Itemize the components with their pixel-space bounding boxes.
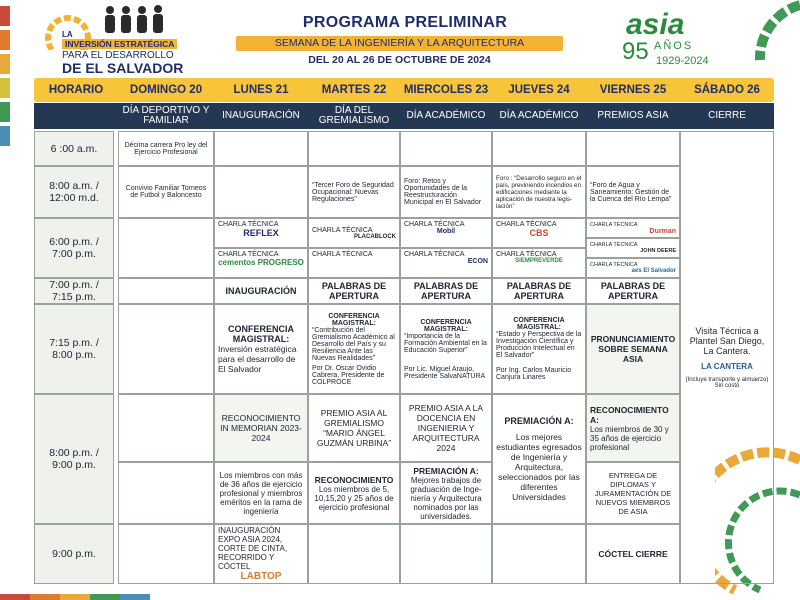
empty-cell — [586, 131, 680, 166]
time-slot: 8:00 a.m. / 12:00 m.d. — [34, 166, 114, 218]
logo-line-4: DE EL SALVADOR — [62, 60, 184, 76]
conf-title: CONFERENCIA MAGISTRAL: — [227, 324, 294, 344]
asia-number: 95 — [622, 38, 649, 65]
mon-inauguracion: INAUGURACIÓN — [214, 278, 308, 304]
empty-cell — [492, 131, 586, 166]
tue-apertura: PALABRAS DE APERTURA — [308, 278, 400, 304]
asia-brand: asia — [626, 8, 685, 41]
wed-apertura: PALABRAS DE APERTURA — [400, 278, 492, 304]
prem-body: Mejores trabajos de graduación de Inge- niería y Arquitectura nominados por las universidades. — [410, 475, 482, 521]
time-slot: 9:00 p.m. — [34, 524, 114, 584]
conf-title: CONFERENCIA MAGISTRAL: — [328, 312, 380, 327]
rec-title: RECONOCIMIENTO — [314, 474, 394, 485]
tue-foro: “Tercer Foro de Seguridad Ocupacional: Nuevas Regulaciones” — [308, 166, 400, 218]
sponsor-logo: CBS — [529, 228, 549, 238]
sponsor-logo: ECON — [467, 258, 488, 265]
sponsor-logo: Durman — [649, 227, 676, 235]
charla-label: CHARLA TÉCNICA — [312, 226, 373, 234]
event-dates: DEL 20 AL 26 DE OCTUBRE DE 2024 — [308, 54, 491, 66]
fri-charla-3 — [586, 258, 680, 278]
theme-miercoles: DÍA ACADÉMICO — [406, 110, 486, 121]
conf-speaker: Por Ing. Carlos Mauricio Canjura Linares — [496, 367, 572, 381]
theme-jueves: DÍA ACADÉMICO — [499, 110, 579, 121]
logo-line-1: LA — [62, 30, 73, 39]
conf-body: “Estado y Perspectiva de la Investigación Científica y Producción Intelectual en El Salvador” — [496, 331, 582, 359]
sponsor-logo: LABTOP — [240, 571, 282, 582]
day-viernes: VIERNES 25 — [599, 84, 667, 96]
sponsor-logo: SIEMPREVERDE — [515, 258, 563, 264]
decor-bar — [0, 594, 150, 600]
tue-charla-2 — [308, 248, 400, 278]
sponsor-logo: LA CANTERA — [701, 362, 753, 371]
mon-conferencia — [214, 304, 308, 394]
wed-charla-2 — [400, 248, 492, 278]
fri-reconocimiento — [586, 394, 680, 462]
theme-sabado: CIERRE — [708, 110, 746, 121]
mon-charla-2 — [214, 248, 308, 278]
fri-diplomas: ENTREGA DE DIPLOMAS Y JURAMENTACIÓN DE NUEVOS MIEMBROS DE ASIA — [586, 462, 680, 524]
charla-label: CHARLA TÉCNICA — [496, 221, 557, 228]
logo-line-3: PARA EL DESARROLLO — [62, 50, 174, 61]
mon-charla-1 — [214, 218, 308, 248]
time-slot: 6 :00 a.m. — [34, 131, 114, 166]
tue-charla-1 — [308, 218, 400, 248]
conf-title: CONFERENCIA MAGISTRAL: — [420, 318, 472, 333]
sponsor-logo: aes El Salvador — [631, 268, 676, 274]
rec-title: RECONOCIMIENTO A: — [590, 404, 669, 425]
page-subtitle: SEMANA DE LA INGENIERÍA Y LA ARQUITECTURA — [236, 36, 563, 51]
time-slot: 7:15 p.m. / 8:00 p.m. — [34, 304, 114, 394]
wed-foro: Foro: Retos y Oportunidades de la Reestructuración Municipal en El Salvador — [400, 166, 492, 218]
conf-speaker: Por Dr. Oscar Ovidio Cabrera, Presidente de COLPROCE — [312, 364, 385, 386]
empty-cell — [308, 131, 400, 166]
empty-cell — [492, 524, 586, 584]
empty-cell — [214, 166, 308, 218]
charla-label: CHARLA TÉCNICA — [404, 221, 465, 228]
fri-foro: “Foro de Agua y Saneamiento: Gestión de la Cuenca del Río Lempa” — [586, 166, 680, 218]
asia-years: AÑOS — [654, 40, 694, 52]
thu-conferencia — [492, 304, 586, 394]
conf-body: “Contribución del Gremialismo Académico al Desarrollo del País y su Resiliencia Ante las Nuevas Realidades” — [312, 326, 395, 362]
empty-cell — [118, 462, 214, 524]
wed-premiacion — [400, 462, 492, 524]
day-martes: MARTES 22 — [321, 84, 387, 96]
thu-foro: Foro : “Desarrollo seguro en el país, previniendo incendios en edificaciones mediante la aplicación de nuestra legis- lación” — [492, 166, 586, 218]
sponsor-logo: PLACABLOCK — [354, 233, 396, 240]
tue-premio: PREMIO ASIA AL GREMIALISMO “MARIO ÁNGEL GUZMÁN URBINA” — [308, 394, 400, 462]
charla-label: CHARLA TÉCNICA — [312, 251, 373, 258]
conf-title: CONFERENCIA MAGISTRAL: — [513, 317, 565, 331]
theme-domingo: DÍA DEPORTIVO Y FAMILIAR — [122, 105, 210, 126]
fri-coctel: CÓCTEL CIERRE — [586, 524, 680, 584]
conf-body: “Importancia de la Formación Ambiental en la Educación Superior” — [404, 332, 487, 354]
sat-visita — [680, 131, 774, 584]
day-lunes: LUNES 21 — [233, 84, 289, 96]
charla-label: CHARLA TÉCNICA — [218, 251, 279, 258]
wed-premio: PREMIO ASIA A LA DOCENCIA EN INGENIERIA Y ARQUITECTURA 2024 — [400, 394, 492, 462]
rec-body: Los miembros de 5, 10,15,20 y 25 años de ejercicio profesional — [314, 484, 394, 512]
empty-cell — [118, 304, 214, 394]
conf-speaker: Por Lic. Miguel Araujo, Presidente SalvaNATURA — [404, 365, 486, 380]
sponsor-logo: cementos PROGRESO — [218, 258, 304, 267]
prem-body: Los mejores estudiantes egresados de Ingeniería y Arquitectura, seleccionados por las diferentes Universidades — [496, 432, 582, 502]
people-icon — [100, 4, 172, 34]
empty-cell — [118, 394, 214, 462]
conf-body: Inversión estratégica para el desarrollo de El Salvador — [218, 344, 297, 374]
side-tab — [0, 30, 10, 50]
thu-apertura: PALABRAS DE APERTURA — [492, 278, 586, 304]
asia-range: 1929-2024 — [656, 55, 709, 67]
tue-reconocimiento — [308, 462, 400, 524]
sponsor-logo: Mobil — [436, 228, 456, 235]
time-slot: 6:00 p.m. / 7:00 p.m. — [34, 218, 114, 278]
fri-apertura: PALABRAS DE APERTURA — [586, 278, 680, 304]
side-tab — [0, 78, 10, 98]
logo-line-2: INVERSIÓN ESTRATÉGICA — [62, 39, 177, 49]
prem-title: PREMIACIÓN A: — [504, 416, 574, 426]
side-tab — [0, 54, 10, 74]
charla-label: CHARLA TÉCNICA — [590, 242, 638, 248]
side-tab — [0, 126, 10, 146]
mon-reconocimiento: RECONOCIMIENTO IN MEMORIAN 2023-2024 — [214, 394, 308, 462]
empty-cell — [118, 278, 214, 304]
sun-race: Décima carrera Pro ley del Ejercicio Profesional — [118, 131, 214, 166]
theme-viernes: PREMIOS ASIA — [597, 110, 669, 121]
mon-expo — [214, 524, 308, 584]
decor-arc-top — [740, 0, 800, 80]
theme-lunes: INAUGURACIÓN — [222, 110, 300, 121]
charla-label: CHARLA TÉCNICA — [590, 221, 638, 228]
fri-charla-2 — [586, 238, 680, 258]
day-horario: HORARIO — [48, 84, 104, 96]
visit-text: Visita Técnica a Plantel San Diego, La Cantera. — [689, 326, 765, 356]
empty-cell — [308, 524, 400, 584]
charla-label: CHARLA TÉCNICA — [404, 251, 465, 258]
wed-conferencia — [400, 304, 492, 394]
page-title: PROGRAMA PRELIMINAR — [302, 14, 508, 31]
prem-title: PREMIACIÓN A: — [413, 465, 479, 476]
empty-cell — [214, 131, 308, 166]
charla-label: CHARLA TÉCNICA — [590, 262, 638, 268]
time-slot: 7:00 p.m. / 7:15 p.m. — [34, 278, 114, 304]
empty-cell — [118, 218, 214, 278]
day-domingo: DOMINGO 20 — [129, 84, 203, 96]
time-slot: 8:00 p.m. / 9:00 p.m. — [34, 394, 114, 524]
thu-charla-2 — [492, 248, 586, 278]
empty-cell — [400, 131, 492, 166]
theme-martes: DÍA DEL GREMIALISMO — [318, 105, 390, 126]
day-jueves: JUEVES 24 — [508, 84, 570, 96]
sponsor-logo: REFLEX — [243, 228, 279, 238]
visit-note: (Incluye transporte y almuerzo) Sin costo — [685, 377, 769, 389]
day-sabado: SÁBADO 26 — [694, 84, 760, 96]
sponsor-logo: JOHN DEERE — [640, 248, 676, 254]
empty-cell — [400, 524, 492, 584]
empty-cell — [118, 524, 214, 584]
thu-charla-1 — [492, 218, 586, 248]
tue-conferencia — [308, 304, 400, 394]
expo-text: INAUGURACIÓN EXPO ASIA 2024, CORTE DE CINTA, RECORRIDO Y CÓCTEL — [218, 526, 288, 571]
rec-body: Los miembros de 30 y 35 años de ejercicio profesional — [590, 424, 669, 452]
day-miercoles: MIERCOLES 23 — [403, 84, 489, 96]
side-tab — [0, 102, 10, 122]
fri-pronunciamiento: PRONUNCIAMIENTO SOBRE SEMANA ASIA — [586, 304, 680, 394]
side-tab — [0, 6, 10, 26]
mon-reconocimiento-2: Los miembros con más de 36 años de ejercicio profesional y miembros eméritos en la rama de ingeniería — [214, 462, 308, 524]
fri-charla-1 — [586, 218, 680, 238]
wed-charla-1 — [400, 218, 492, 248]
charla-label: CHARLA TÉCNICA — [496, 251, 557, 258]
sun-family: Convivio Familiar Torneos de Futbol y Baloncesto — [118, 166, 214, 218]
thu-premiacion — [492, 394, 586, 524]
charla-label: CHARLA TÉCNICA — [218, 221, 279, 228]
